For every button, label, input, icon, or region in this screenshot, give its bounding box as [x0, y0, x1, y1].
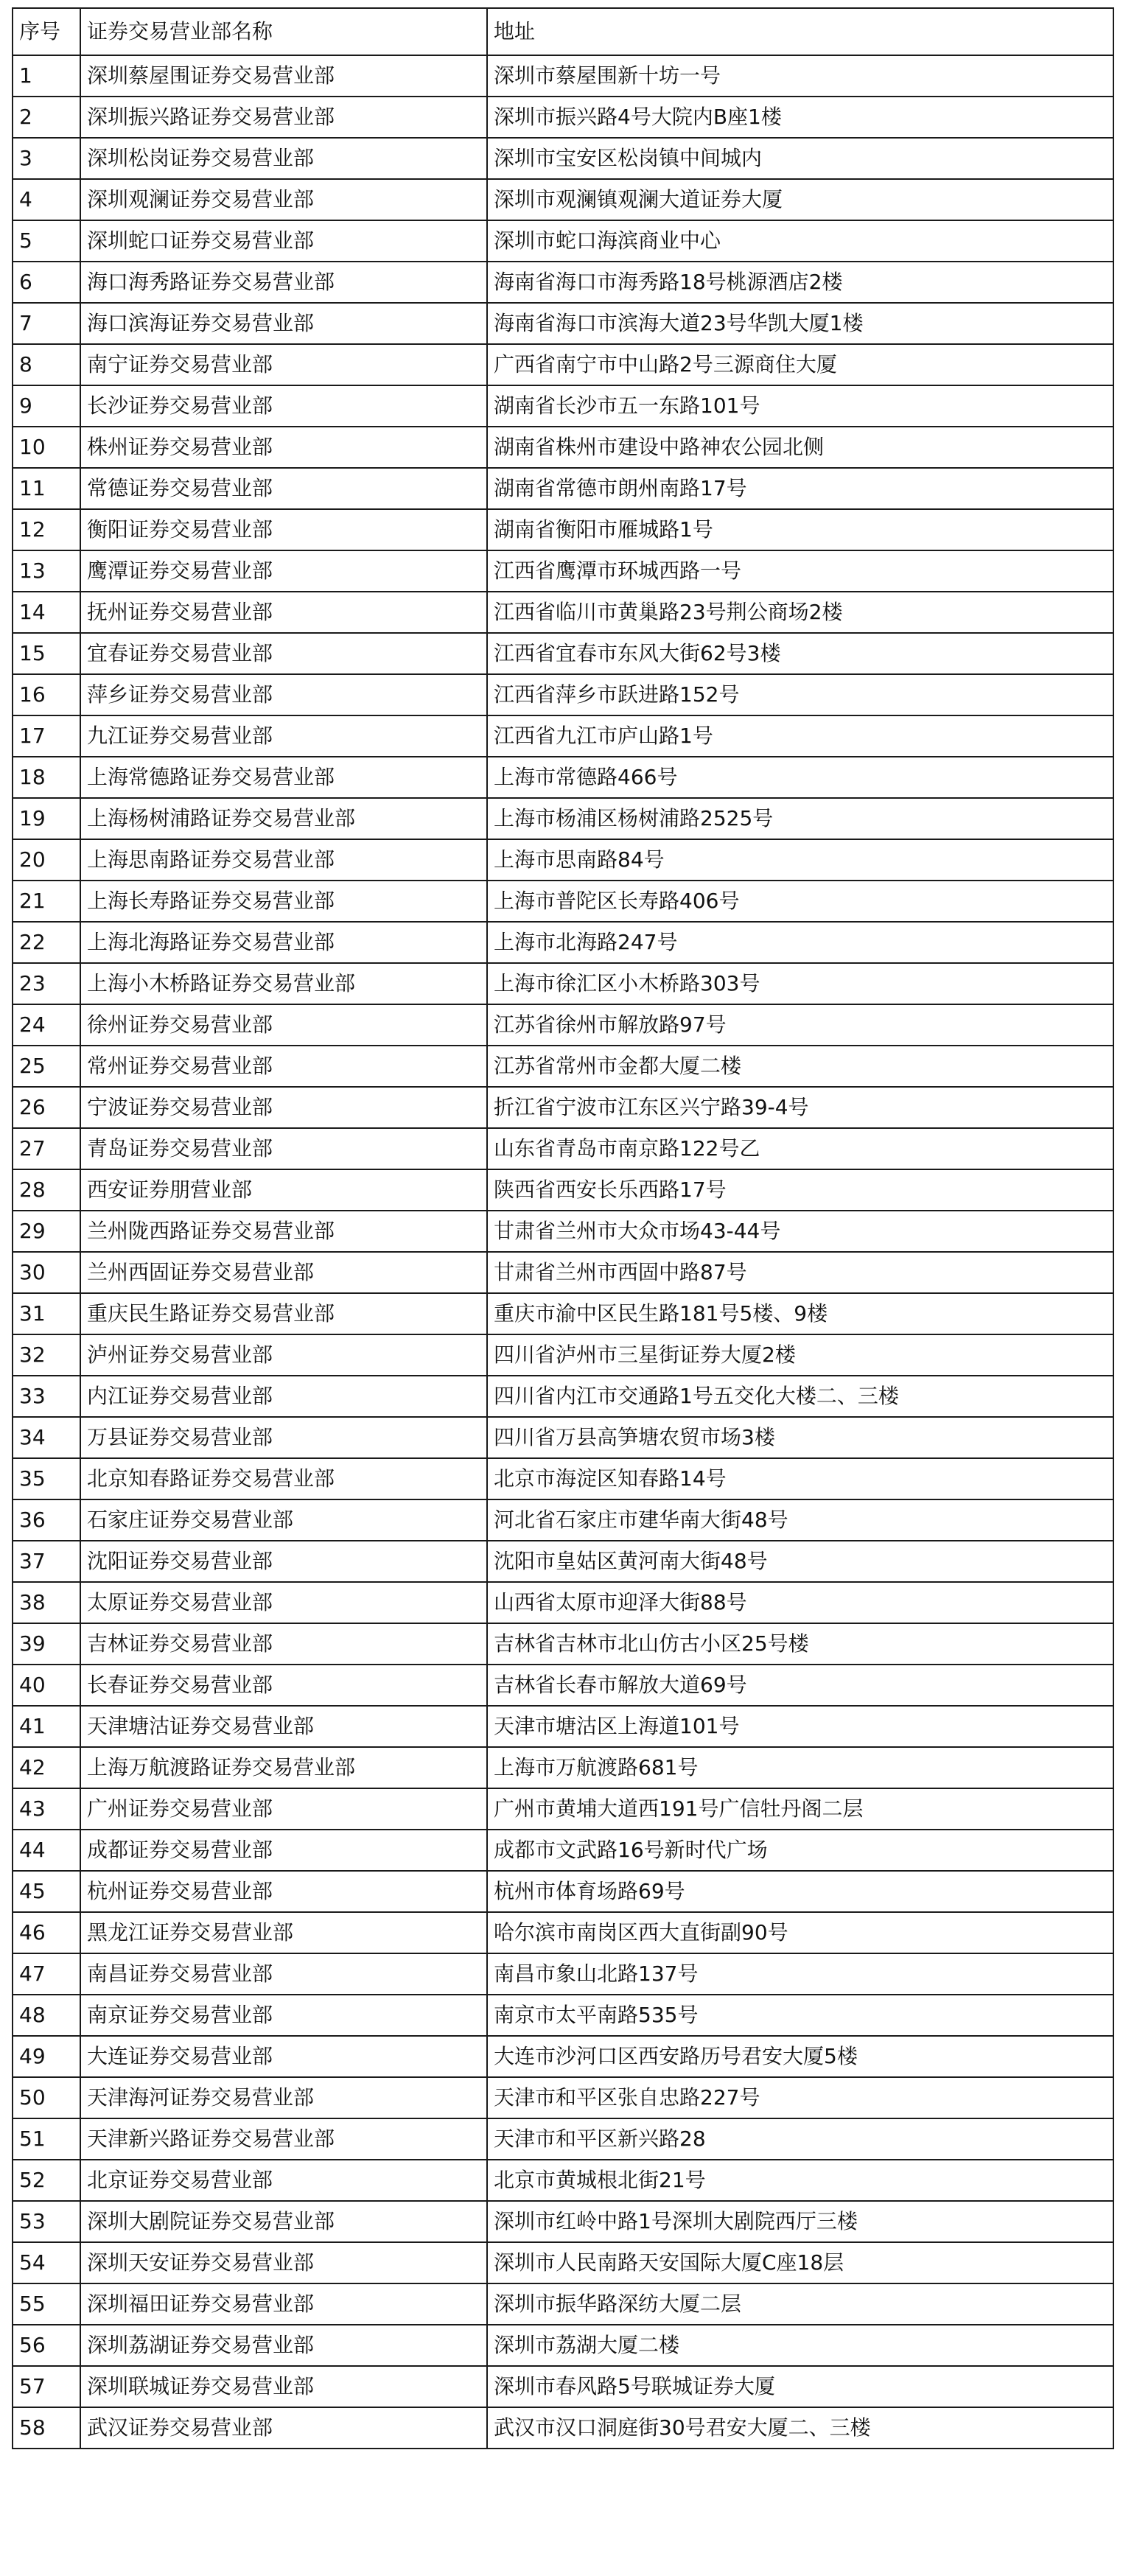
- table-row: [13, 427, 1113, 468]
- cell-index: 49: [13, 2036, 80, 2077]
- cell-branch-name: 长沙证券交易营业部: [80, 385, 487, 427]
- table-row: [13, 922, 1113, 963]
- cell-index: 27: [13, 1128, 80, 1169]
- cell-branch-name: 南宁证券交易营业部: [80, 344, 487, 385]
- table-row: [13, 1128, 1113, 1169]
- cell-address: 天津市和平区新兴路28: [487, 2118, 1113, 2160]
- table-row: [13, 2366, 1113, 2407]
- cell-address: 深圳市春风路5号联城证券大厦: [487, 2366, 1113, 2407]
- cell-address: 大连市沙河口区西安路历号君安大厦5楼: [487, 2036, 1113, 2077]
- cell-branch-name: 深圳观澜证券交易营业部: [80, 179, 487, 220]
- cell-index: 17: [13, 715, 80, 757]
- cell-branch-name: 上海思南路证券交易营业部: [80, 839, 487, 881]
- cell-index: 13: [13, 550, 80, 592]
- table-row: [13, 550, 1113, 592]
- cell-branch-name: 深圳松岗证券交易营业部: [80, 138, 487, 179]
- cell-index: 36: [13, 1499, 80, 1541]
- cell-index: 54: [13, 2242, 80, 2283]
- table-row: [13, 344, 1113, 385]
- cell-branch-name: 深圳蛇口证券交易营业部: [80, 220, 487, 262]
- cell-index: 8: [13, 344, 80, 385]
- cell-address: 山西省太原市迎泽大街88号: [487, 1582, 1113, 1623]
- table-row: [13, 1623, 1113, 1665]
- cell-address: 天津市和平区张自忠路227号: [487, 2077, 1113, 2118]
- cell-branch-name: 万县证券交易营业部: [80, 1417, 487, 1458]
- table-row: [13, 2242, 1113, 2283]
- cell-index: 25: [13, 1046, 80, 1087]
- cell-branch-name: 吉林证券交易营业部: [80, 1623, 487, 1665]
- cell-address: 江西省临川市黄巢路23号荆公商场2楼: [487, 592, 1113, 633]
- cell-branch-name: 萍乡证券交易营业部: [80, 674, 487, 715]
- cell-index: 5: [13, 220, 80, 262]
- cell-branch-name: 深圳蔡屋围证券交易营业部: [80, 55, 487, 97]
- cell-address: 沈阳市皇姑区黄河南大街48号: [487, 1541, 1113, 1582]
- table-header-row: [13, 8, 1113, 55]
- cell-index: 33: [13, 1376, 80, 1417]
- table-row: [13, 1334, 1113, 1376]
- table-row: [13, 1417, 1113, 1458]
- cell-index: 11: [13, 468, 80, 509]
- cell-address: 四川省内江市交通路1号五交化大楼二、三楼: [487, 1376, 1113, 1417]
- cell-branch-name: 黑龙江证券交易营业部: [80, 1912, 487, 1953]
- cell-branch-name: 天津海河证券交易营业部: [80, 2077, 487, 2118]
- cell-index: 9: [13, 385, 80, 427]
- cell-branch-name: 株州证券交易营业部: [80, 427, 487, 468]
- cell-branch-name: 重庆民生路证券交易营业部: [80, 1293, 487, 1334]
- cell-branch-name: 深圳福田证券交易营业部: [80, 2283, 487, 2325]
- cell-index: 3: [13, 138, 80, 179]
- cell-branch-name: 广州证券交易营业部: [80, 1788, 487, 1830]
- header-address: 地址: [487, 8, 1113, 55]
- cell-address: 江苏省徐州市解放路97号: [487, 1004, 1113, 1046]
- cell-index: 57: [13, 2366, 80, 2407]
- cell-address: 哈尔滨市南岗区西大直街副90号: [487, 1912, 1113, 1953]
- table-row: [13, 2201, 1113, 2242]
- table-row: [13, 262, 1113, 303]
- cell-index: 47: [13, 1953, 80, 1995]
- cell-address: 天津市塘沽区上海道101号: [487, 1706, 1113, 1747]
- table-row: [13, 509, 1113, 550]
- table-row: [13, 55, 1113, 97]
- cell-index: 37: [13, 1541, 80, 1582]
- cell-address: 上海市思南路84号: [487, 839, 1113, 881]
- table-row: [13, 1541, 1113, 1582]
- cell-branch-name: 兰州陇西路证券交易营业部: [80, 1211, 487, 1252]
- cell-address: 北京市黄城根北街21号: [487, 2160, 1113, 2201]
- header-branch-name: 证券交易营业部名称: [80, 8, 487, 55]
- cell-index: 31: [13, 1293, 80, 1334]
- table-row: [13, 715, 1113, 757]
- cell-address: 折江省宁波市江东区兴宁路39-4号: [487, 1087, 1113, 1128]
- cell-address: 江西省宜春市东风大街62号3楼: [487, 633, 1113, 674]
- cell-address: 甘肃省兰州市西固中路87号: [487, 1252, 1113, 1293]
- cell-address: 上海市杨浦区杨树浦路2525号: [487, 798, 1113, 839]
- cell-branch-name: 深圳荔湖证券交易营业部: [80, 2325, 487, 2366]
- cell-index: 7: [13, 303, 80, 344]
- cell-branch-name: 衡阳证券交易营业部: [80, 509, 487, 550]
- cell-address: 深圳市荔湖大厦二楼: [487, 2325, 1113, 2366]
- table-row: [13, 1376, 1113, 1417]
- cell-index: 18: [13, 757, 80, 798]
- cell-address: 湖南省株州市建设中路神农公园北侧: [487, 427, 1113, 468]
- cell-address: 上海市北海路247号: [487, 922, 1113, 963]
- cell-index: 20: [13, 839, 80, 881]
- cell-branch-name: 北京知春路证券交易营业部: [80, 1458, 487, 1499]
- cell-branch-name: 深圳天安证券交易营业部: [80, 2242, 487, 2283]
- cell-address: 湖南省长沙市五一东路101号: [487, 385, 1113, 427]
- cell-branch-name: 徐州证券交易营业部: [80, 1004, 487, 1046]
- cell-branch-name: 宜春证券交易营业部: [80, 633, 487, 674]
- cell-index: 43: [13, 1788, 80, 1830]
- cell-branch-name: 天津新兴路证券交易营业部: [80, 2118, 487, 2160]
- table-row: [13, 97, 1113, 138]
- cell-index: 10: [13, 427, 80, 468]
- table-row: [13, 798, 1113, 839]
- cell-branch-name: 北京证券交易营业部: [80, 2160, 487, 2201]
- cell-address: 吉林省吉林市北山仿古小区25号楼: [487, 1623, 1113, 1665]
- table-row: [13, 2036, 1113, 2077]
- cell-branch-name: 石家庄证券交易营业部: [80, 1499, 487, 1541]
- cell-branch-name: 九江证券交易营业部: [80, 715, 487, 757]
- cell-branch-name: 鹰潭证券交易营业部: [80, 550, 487, 592]
- table-row: [13, 1004, 1113, 1046]
- cell-branch-name: 上海万航渡路证券交易营业部: [80, 1747, 487, 1788]
- table-row: [13, 839, 1113, 881]
- branch-address-table: [12, 7, 1114, 2449]
- cell-branch-name: 常德证券交易营业部: [80, 468, 487, 509]
- table-row: [13, 1706, 1113, 1747]
- cell-index: 32: [13, 1334, 80, 1376]
- cell-branch-name: 太原证券交易营业部: [80, 1582, 487, 1623]
- table-row: [13, 1871, 1113, 1912]
- cell-address: 广州市黄埔大道西191号广信牡丹阁二层: [487, 1788, 1113, 1830]
- cell-branch-name: 杭州证券交易营业部: [80, 1871, 487, 1912]
- cell-branch-name: 南京证券交易营业部: [80, 1995, 487, 2036]
- table-row: [13, 1211, 1113, 1252]
- cell-address: 深圳市人民南路天安国际大厦C座18层: [487, 2242, 1113, 2283]
- cell-address: 南昌市象山北路137号: [487, 1953, 1113, 1995]
- table-row: [13, 303, 1113, 344]
- table-row: [13, 633, 1113, 674]
- table-row: [13, 1252, 1113, 1293]
- cell-branch-name: 长春证券交易营业部: [80, 1665, 487, 1706]
- cell-branch-name: 海口滨海证券交易营业部: [80, 303, 487, 344]
- cell-index: 1: [13, 55, 80, 97]
- cell-index: 22: [13, 922, 80, 963]
- cell-branch-name: 抚州证券交易营业部: [80, 592, 487, 633]
- cell-address: 上海市万航渡路681号: [487, 1747, 1113, 1788]
- cell-branch-name: 上海常德路证券交易营业部: [80, 757, 487, 798]
- cell-address: 江西省萍乡市跃进路152号: [487, 674, 1113, 715]
- cell-index: 53: [13, 2201, 80, 2242]
- cell-address: 上海市常德路466号: [487, 757, 1113, 798]
- cell-index: 19: [13, 798, 80, 839]
- cell-address: 吉林省长春市解放大道69号: [487, 1665, 1113, 1706]
- table-row: [13, 881, 1113, 922]
- cell-address: 上海市普陀区长寿路406号: [487, 881, 1113, 922]
- cell-address: 湖南省衡阳市雁城路1号: [487, 509, 1113, 550]
- cell-index: 46: [13, 1912, 80, 1953]
- table-row: [13, 468, 1113, 509]
- cell-address: 深圳市振华路深纺大厦二层: [487, 2283, 1113, 2325]
- table-row: [13, 2118, 1113, 2160]
- table-row: [13, 1665, 1113, 1706]
- cell-branch-name: 沈阳证券交易营业部: [80, 1541, 487, 1582]
- table-row: [13, 1582, 1113, 1623]
- cell-address: 河北省石家庄市建华南大街48号: [487, 1499, 1113, 1541]
- table-row: [13, 385, 1113, 427]
- cell-branch-name: 泸州证券交易营业部: [80, 1334, 487, 1376]
- cell-address: 上海市徐汇区小木桥路303号: [487, 963, 1113, 1004]
- cell-address: 四川省万县高笋塘农贸市场3楼: [487, 1417, 1113, 1458]
- cell-address: 陕西省西安长乐西路17号: [487, 1169, 1113, 1211]
- cell-branch-name: 上海长寿路证券交易营业部: [80, 881, 487, 922]
- cell-address: 江西省九江市庐山路1号: [487, 715, 1113, 757]
- cell-address: 四川省泸州市三星街证券大厦2楼: [487, 1334, 1113, 1376]
- cell-index: 4: [13, 179, 80, 220]
- cell-branch-name: 深圳联城证券交易营业部: [80, 2366, 487, 2407]
- cell-index: 30: [13, 1252, 80, 1293]
- cell-address: 江西省鹰潭市环城西路一号: [487, 550, 1113, 592]
- cell-address: 成都市文武路16号新时代广场: [487, 1830, 1113, 1871]
- cell-address: 江苏省常州市金都大厦二楼: [487, 1046, 1113, 1087]
- cell-branch-name: 内江证券交易营业部: [80, 1376, 487, 1417]
- table-row: [13, 1293, 1113, 1334]
- table-row: [13, 2077, 1113, 2118]
- cell-index: 35: [13, 1458, 80, 1499]
- cell-index: 38: [13, 1582, 80, 1623]
- table-row: [13, 2283, 1113, 2325]
- cell-index: 55: [13, 2283, 80, 2325]
- table-row: [13, 1087, 1113, 1128]
- cell-address: 深圳市蔡屋围新十坊一号: [487, 55, 1113, 97]
- cell-address: 深圳市观澜镇观澜大道证券大厦: [487, 179, 1113, 220]
- cell-index: 58: [13, 2407, 80, 2449]
- cell-index: 51: [13, 2118, 80, 2160]
- cell-branch-name: 青岛证券交易营业部: [80, 1128, 487, 1169]
- table-row: [13, 1830, 1113, 1871]
- cell-branch-name: 兰州西固证券交易营业部: [80, 1252, 487, 1293]
- cell-index: 34: [13, 1417, 80, 1458]
- cell-address: 南京市太平南路535号: [487, 1995, 1113, 2036]
- cell-index: 23: [13, 963, 80, 1004]
- cell-branch-name: 深圳大剧院证券交易营业部: [80, 2201, 487, 2242]
- table-row: [13, 1747, 1113, 1788]
- cell-branch-name: 成都证券交易营业部: [80, 1830, 487, 1871]
- table-row: [13, 1458, 1113, 1499]
- cell-address: 深圳市蛇口海滨商业中心: [487, 220, 1113, 262]
- cell-index: 14: [13, 592, 80, 633]
- cell-index: 50: [13, 2077, 80, 2118]
- header-index: 序号: [13, 8, 80, 55]
- cell-index: 16: [13, 674, 80, 715]
- cell-address: 海南省海口市海秀路18号桃源酒店2楼: [487, 262, 1113, 303]
- cell-address: 山东省青岛市南京路122号乙: [487, 1128, 1113, 1169]
- cell-branch-name: 天津塘沽证券交易营业部: [80, 1706, 487, 1747]
- table-row: [13, 1499, 1113, 1541]
- cell-index: 21: [13, 881, 80, 922]
- cell-index: 2: [13, 97, 80, 138]
- cell-branch-name: 上海杨树浦路证券交易营业部: [80, 798, 487, 839]
- cell-address: 海南省海口市滨海大道23号华凯大厦1楼: [487, 303, 1113, 344]
- cell-index: 28: [13, 1169, 80, 1211]
- table-row: [13, 757, 1113, 798]
- cell-index: 56: [13, 2325, 80, 2366]
- table-body: [13, 55, 1113, 2449]
- table-row: [13, 1169, 1113, 1211]
- cell-address: 甘肃省兰州市大众市场43-44号: [487, 1211, 1113, 1252]
- table-row: [13, 2407, 1113, 2449]
- cell-index: 52: [13, 2160, 80, 2201]
- table-row: [13, 1953, 1113, 1995]
- table-row: [13, 592, 1113, 633]
- cell-index: 39: [13, 1623, 80, 1665]
- cell-address: 杭州市体育场路69号: [487, 1871, 1113, 1912]
- cell-branch-name: 宁波证券交易营业部: [80, 1087, 487, 1128]
- cell-branch-name: 大连证券交易营业部: [80, 2036, 487, 2077]
- cell-index: 44: [13, 1830, 80, 1871]
- table-row: [13, 963, 1113, 1004]
- table-row: [13, 1912, 1113, 1953]
- cell-index: 29: [13, 1211, 80, 1252]
- cell-index: 24: [13, 1004, 80, 1046]
- table-row: [13, 1995, 1113, 2036]
- cell-index: 26: [13, 1087, 80, 1128]
- cell-address: 湖南省常德市朗州南路17号: [487, 468, 1113, 509]
- cell-branch-name: 常州证券交易营业部: [80, 1046, 487, 1087]
- cell-branch-name: 武汉证券交易营业部: [80, 2407, 487, 2449]
- cell-address: 武汉市汉口洞庭街30号君安大厦二、三楼: [487, 2407, 1113, 2449]
- table-row: [13, 1788, 1113, 1830]
- table-row: [13, 2160, 1113, 2201]
- table-row: [13, 179, 1113, 220]
- cell-index: 12: [13, 509, 80, 550]
- cell-index: 42: [13, 1747, 80, 1788]
- cell-index: 6: [13, 262, 80, 303]
- cell-address: 重庆市渝中区民生路181号5楼、9楼: [487, 1293, 1113, 1334]
- table-row: [13, 2325, 1113, 2366]
- cell-index: 15: [13, 633, 80, 674]
- cell-branch-name: 上海北海路证券交易营业部: [80, 922, 487, 963]
- cell-branch-name: 西安证券朋营业部: [80, 1169, 487, 1211]
- table-row: [13, 220, 1113, 262]
- table-row: [13, 674, 1113, 715]
- cell-branch-name: 南昌证券交易营业部: [80, 1953, 487, 1995]
- cell-address: 深圳市红岭中路1号深圳大剧院西厅三楼: [487, 2201, 1113, 2242]
- table-row: [13, 138, 1113, 179]
- cell-branch-name: 上海小木桥路证券交易营业部: [80, 963, 487, 1004]
- table-row: [13, 1046, 1113, 1087]
- cell-branch-name: 海口海秀路证券交易营业部: [80, 262, 487, 303]
- cell-branch-name: 深圳振兴路证券交易营业部: [80, 97, 487, 138]
- cell-address: 深圳市宝安区松岗镇中间城内: [487, 138, 1113, 179]
- cell-address: 深圳市振兴路4号大院内B座1楼: [487, 97, 1113, 138]
- cell-address: 北京市海淀区知春路14号: [487, 1458, 1113, 1499]
- cell-address: 广西省南宁市中山路2号三源商住大厦: [487, 344, 1113, 385]
- cell-index: 48: [13, 1995, 80, 2036]
- cell-index: 41: [13, 1706, 80, 1747]
- cell-index: 40: [13, 1665, 80, 1706]
- cell-index: 45: [13, 1871, 80, 1912]
